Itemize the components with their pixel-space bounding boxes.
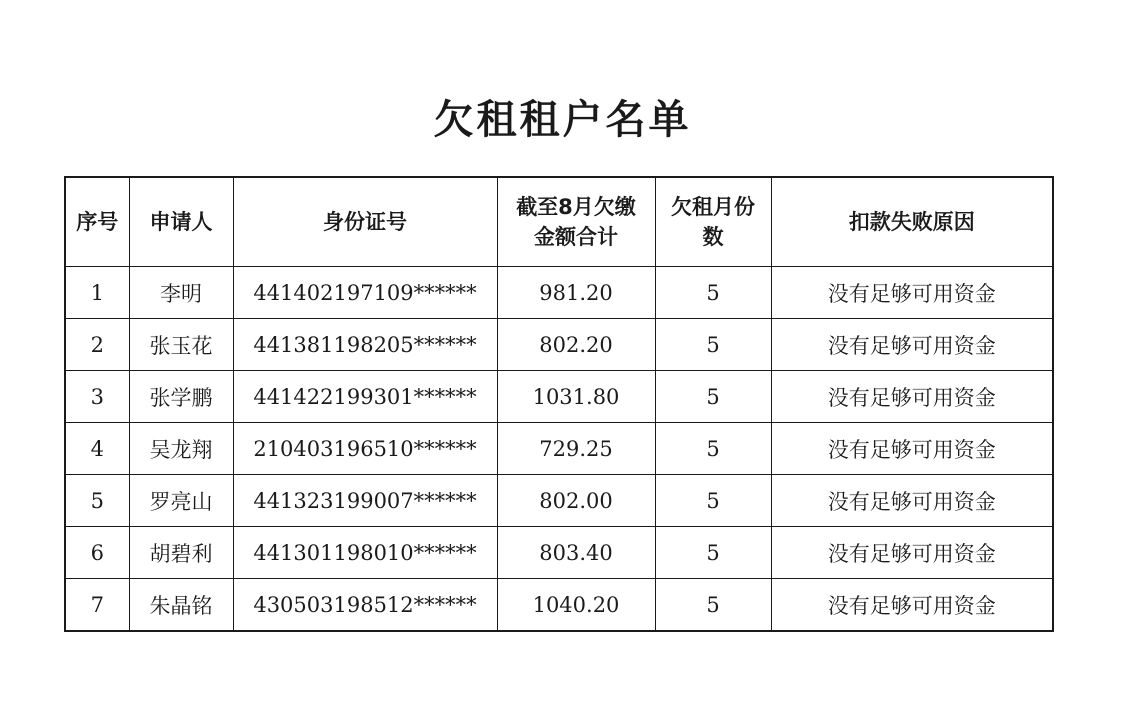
cell-reason: 没有足够可用资金 bbox=[771, 371, 1053, 423]
cell-months: 5 bbox=[655, 267, 771, 319]
cell-applicant: 张学鹏 bbox=[129, 371, 233, 423]
cell-applicant: 李明 bbox=[129, 267, 233, 319]
cell-serial: 4 bbox=[65, 423, 129, 475]
cell-months: 5 bbox=[655, 475, 771, 527]
header-months bbox=[655, 177, 771, 267]
cell-id-number: 210403196510****** bbox=[233, 423, 497, 475]
cell-serial: 1 bbox=[65, 267, 129, 319]
table-row bbox=[65, 267, 1053, 319]
cell-reason: 没有足够可用资金 bbox=[771, 527, 1053, 579]
arrears-table bbox=[64, 176, 1054, 632]
cell-amount: 802.00 bbox=[497, 475, 655, 527]
cell-serial: 2 bbox=[65, 319, 129, 371]
header-amount-text: 截至8月欠缴金额合计 bbox=[516, 195, 636, 249]
cell-amount: 803.40 bbox=[497, 527, 655, 579]
header-row bbox=[65, 177, 1053, 267]
cell-id-number: 441402197109****** bbox=[233, 267, 497, 319]
cell-id-number: 430503198512****** bbox=[233, 579, 497, 632]
table-row bbox=[65, 423, 1053, 475]
cell-id-number: 441323199007****** bbox=[233, 475, 497, 527]
cell-amount: 1031.80 bbox=[497, 371, 655, 423]
cell-amount: 729.25 bbox=[497, 423, 655, 475]
cell-serial: 5 bbox=[65, 475, 129, 527]
cell-reason: 没有足够可用资金 bbox=[771, 319, 1053, 371]
table-header bbox=[65, 177, 1053, 267]
table-row bbox=[65, 319, 1053, 371]
cell-months: 5 bbox=[655, 319, 771, 371]
cell-reason: 没有足够可用资金 bbox=[771, 475, 1053, 527]
cell-serial: 6 bbox=[65, 527, 129, 579]
cell-id-number: 441381198205****** bbox=[233, 319, 497, 371]
cell-id-number: 441422199301****** bbox=[233, 371, 497, 423]
header-reason: 扣款失败原因 bbox=[771, 177, 1053, 267]
cell-applicant: 吴龙翔 bbox=[129, 423, 233, 475]
table-row bbox=[65, 527, 1053, 579]
cell-months: 5 bbox=[655, 527, 771, 579]
header-applicant: 申请人 bbox=[129, 177, 233, 267]
cell-amount: 981.20 bbox=[497, 267, 655, 319]
cell-serial: 3 bbox=[65, 371, 129, 423]
header-serial: 序号 bbox=[65, 177, 129, 267]
header-months-text: 欠租月份数 bbox=[671, 195, 755, 249]
header-id-number: 身份证号 bbox=[233, 177, 497, 267]
cell-applicant: 朱晶铭 bbox=[129, 579, 233, 632]
cell-months: 5 bbox=[655, 371, 771, 423]
cell-id-number: 441301198010****** bbox=[233, 527, 497, 579]
table-row bbox=[65, 475, 1053, 527]
cell-applicant: 罗亮山 bbox=[129, 475, 233, 527]
cell-months: 5 bbox=[655, 423, 771, 475]
cell-reason: 没有足够可用资金 bbox=[771, 267, 1053, 319]
table-row bbox=[65, 579, 1053, 632]
cell-amount: 802.20 bbox=[497, 319, 655, 371]
cell-months: 5 bbox=[655, 579, 771, 632]
cell-reason: 没有足够可用资金 bbox=[771, 423, 1053, 475]
header-amount bbox=[497, 177, 655, 267]
document-title: 欠租租户名单 bbox=[433, 97, 692, 143]
table-row bbox=[65, 371, 1053, 423]
cell-applicant: 胡碧利 bbox=[129, 527, 233, 579]
cell-serial: 7 bbox=[65, 579, 129, 632]
cell-applicant: 张玉花 bbox=[129, 319, 233, 371]
cell-reason: 没有足够可用资金 bbox=[771, 579, 1053, 632]
cell-amount: 1040.20 bbox=[497, 579, 655, 632]
table-body bbox=[65, 267, 1053, 632]
